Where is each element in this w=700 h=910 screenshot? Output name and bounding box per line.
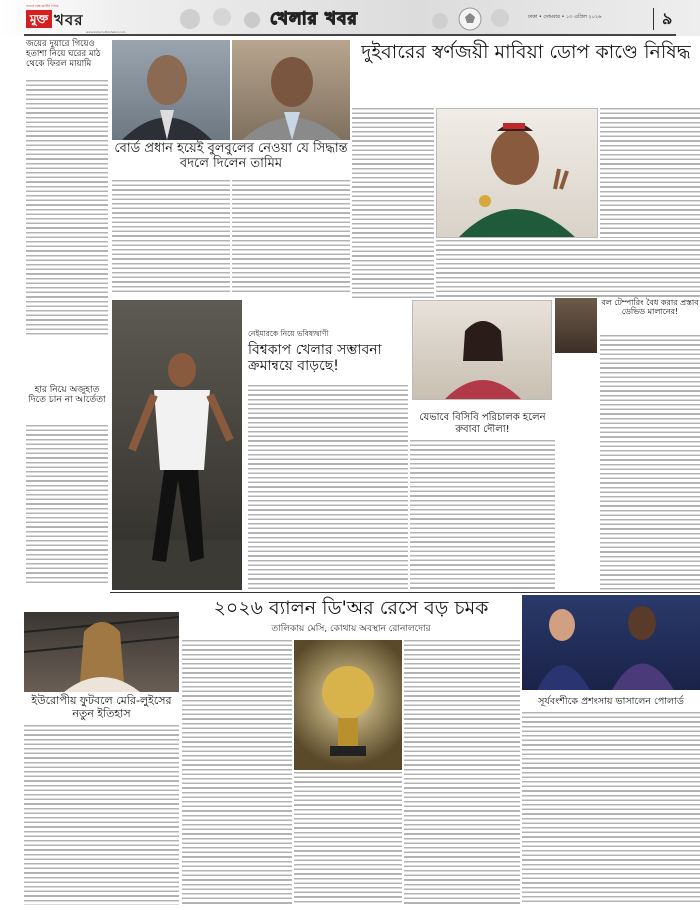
logo-red-part: মুক্ত xyxy=(26,10,52,28)
football-illustration-icon xyxy=(420,3,520,33)
tamim-body-col1 xyxy=(112,180,230,295)
masthead xyxy=(0,0,700,36)
ballon-dor-subhead: তালিকায় মেসি, কোথায় অবস্থান রোনালদোর xyxy=(271,624,431,634)
mabia-body-col2 xyxy=(436,240,700,298)
dateline: ঢাকা • সোমবার • ১৩ এপ্রিল ২০২৬ xyxy=(528,14,602,20)
pollard-photo xyxy=(522,595,700,690)
ballon-dor-body-col3 xyxy=(404,640,520,905)
board-president-photo xyxy=(232,40,350,140)
pollard-body xyxy=(522,712,700,905)
ballon-dor-body-col1 xyxy=(182,640,292,905)
pollard-headline: সূর্যবংশীকে প্রশংসায় ভাসালেন পোলার্ড xyxy=(538,696,684,707)
divider xyxy=(653,8,654,30)
neymar-photo xyxy=(112,300,242,590)
neymar-body xyxy=(248,385,408,590)
arteta-body xyxy=(26,425,108,585)
rubaba-photo xyxy=(412,300,552,400)
logo-tagline: সত্যের পক্ষে জাতীয় দৈনিক xyxy=(26,4,59,8)
mabia-headline: দুইবারের স্বর্ণজয়ী মাবিয়া ডোপ কাণ্ডে নিষিদ্ধ xyxy=(361,41,691,63)
sports-illustration-icon xyxy=(170,3,270,33)
arteta-headline: হার নিয়ে অজুহাত দিতে চান না আর্তেতা xyxy=(28,385,106,406)
mary-louise-headline: ইউরোপীয় ফুটবলে মেরি-লুইসের নতুন ইতিহাস xyxy=(31,694,172,720)
page-number: ৯ xyxy=(662,9,673,28)
mary-louise-body xyxy=(24,725,179,905)
malan-photo xyxy=(555,298,597,353)
section-title: খেলার খবর xyxy=(270,9,358,29)
ball-tampering-headline: বল টেম্পারিং বৈধ করার প্রস্তাব ডেভিড মালানের! xyxy=(601,298,699,317)
ball-tampering-body xyxy=(600,335,700,590)
mary-louise-photo xyxy=(24,612,179,692)
website-url: www.dailymuktokhabor.com xyxy=(86,30,126,34)
ballon-dor-headline: ২০২৬ ব্যালন ডি'অর রেসে বড় চমক xyxy=(213,597,489,619)
rubaba-headline: যেভাবে বিসিবি পরিচালক হলেন রুবাবা দৌলা! xyxy=(419,412,546,435)
neymar-kicker: নেইমারকে নিয়ে ভবিষ্যদ্বাণী xyxy=(248,329,329,338)
logo-black-part: খবর xyxy=(54,11,84,29)
mabia-body-col3 xyxy=(600,108,700,238)
mabia-body-col1 xyxy=(352,108,434,298)
tamim-photo xyxy=(112,40,230,140)
miami-headline: জয়ের দুয়ারে গিয়েও হতাশা নিয়ে ঘরের মাঠ থেকে ফিরল মায়ামি xyxy=(26,39,101,69)
mabia-photo xyxy=(436,108,598,238)
tamim-body-col2 xyxy=(232,180,350,295)
masthead-rule xyxy=(24,34,676,36)
ballon-dor-body-col2 xyxy=(294,772,402,905)
rubaba-body xyxy=(410,440,555,590)
ballon-dor-trophy-photo xyxy=(294,640,402,770)
neymar-headline: বিশ্বকাপ খেলার সম্ভাবনা ক্রমান্বয়ে বাড়ছে! xyxy=(248,342,382,375)
miami-body xyxy=(26,80,108,335)
tamim-headline: বোর্ড প্রধান হয়েই বুলবুলের নেওয়া যে সিদ্ধান্ত বদলে দিলেন তামিম xyxy=(114,141,348,171)
section-divider xyxy=(110,592,700,593)
